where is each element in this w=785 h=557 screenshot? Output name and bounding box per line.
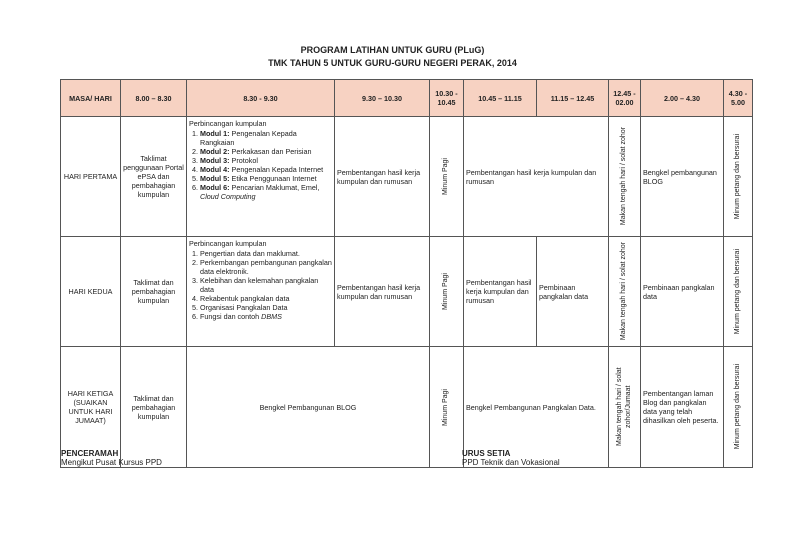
- module-item: 6. Modul 6: Pencarian Maklumat, Emel, Cloud Computing: [200, 183, 332, 201]
- day-2-database-build-2: Pembinaan pangkalan data: [641, 237, 724, 347]
- day-2-topics-heading: Perbincangan kumpulan: [189, 239, 267, 248]
- topic-item: 6. Fungsi dan contoh DBMS: [200, 312, 332, 321]
- module-item: 2. Modul 2: Perkakasan dan Perisian: [200, 147, 332, 156]
- day-1-morning-break: Minum Pagi: [430, 117, 464, 237]
- module-item: 3. Modul 3: Protokol: [200, 156, 332, 165]
- day-2-topics: [187, 237, 335, 347]
- page-subtitle: TMK TAHUN 5 UNTUK GURU-GURU NEGERI PERAK, 2014: [268, 58, 517, 68]
- day-1-lunch: Makan tengah hari / solat zohor: [609, 117, 641, 237]
- day-1-modules: [187, 117, 335, 237]
- header-time-7: 12.45 - 02.00: [609, 80, 641, 117]
- day-2-database-build: Pembinaan pangkalan data: [537, 237, 609, 347]
- topic-item: 1. Pengertian data dan maklumat.: [200, 249, 332, 258]
- topic-item: 5. Organisasi Pangkalan Data: [200, 303, 332, 312]
- day-2-briefing: Taklimat dan pembahagian kumpulan: [121, 237, 187, 347]
- day-2-presentation: Pembentangan hasil kerja kumpulan dan rumusan: [335, 237, 430, 347]
- day-1-presentation: Pembentangan hasil kerja kumpulan dan rumusan: [335, 117, 430, 237]
- row-day-2: [61, 237, 753, 347]
- header-time-2: 8.30 - 9.30: [187, 80, 335, 117]
- day-3-morning-break: Minum Pagi: [430, 347, 464, 468]
- row-day-1: [61, 117, 753, 237]
- header-time-6: 11.15 – 12.45: [537, 80, 609, 117]
- header-time-9: 4.30 - 5.00: [724, 80, 753, 117]
- module-item: 4. Modul 4: Pengenalan Kepada Internet: [200, 165, 332, 174]
- header-time-8: 2.00 – 4.30: [641, 80, 724, 117]
- day-1-workshop: Bengkel pembangunan BLOG: [641, 117, 724, 237]
- module-item: 5. Modul 5: Etika Penggunaan Internet: [200, 174, 332, 183]
- header-masa: MASA/ HARI: [61, 80, 121, 117]
- page-title: PROGRAM LATIHAN UNTUK GURU (PLuG): [300, 45, 485, 55]
- day-2-tea: Minum petang dan bersurai: [724, 237, 753, 347]
- day-1-presentation-2: Pembentangan hasil kerja kumpulan dan rumusan: [464, 117, 609, 237]
- header-time-1: 8.00 – 8.30: [121, 80, 187, 117]
- secretariat-heading: URUS SETIA: [462, 449, 511, 458]
- speaker-section: [61, 449, 162, 467]
- schedule-table: [60, 79, 753, 468]
- day-3-lunch: Makan tengah hari / solat zohor/Jumaat: [609, 347, 641, 468]
- speaker-text: Mengikut Pusat Kursus PPD: [61, 458, 162, 467]
- topic-item: 3. Kelebihan dan kelemahan pangkalan data: [200, 276, 332, 294]
- day-2-label: HARI KEDUA: [61, 237, 121, 347]
- day-1-briefing: Taklimat penggunaan Portal ePSA dan pembahagian kumpulan: [121, 117, 187, 237]
- header-time-5: 10.45 – 11.15: [464, 80, 537, 117]
- day-1-tea: Minum petang dan bersurai: [724, 117, 753, 237]
- day-3-briefing: Taklimat dan pembahagian kumpulan: [121, 347, 187, 468]
- header-time-4: 10.30 - 10.45: [430, 80, 464, 117]
- day-3-label: HARI KETIGA (SUAIKAN UNTUK HARI JUMAAT): [61, 347, 121, 468]
- header-time-3: 9.30 – 10.30: [335, 80, 430, 117]
- day-2-presentation-2: Pembentangan hasil kerja kumpulan dan rumusan: [464, 237, 537, 347]
- day-3-tea: Minum petang dan bersurai: [724, 347, 753, 468]
- header-row: [61, 80, 753, 117]
- day-2-lunch: Makan tengah hari / solat zohor: [609, 237, 641, 347]
- topic-item: 2. Perkembangan pembangunan pangkalan data elektronik.: [200, 258, 332, 276]
- speaker-heading: PENCERAMAH: [61, 449, 119, 458]
- day-2-morning-break: Minum Pagi: [430, 237, 464, 347]
- day-3-database-workshop: Bengkel Pembangunan Pangkalan Data.: [464, 347, 609, 468]
- day-1-modules-heading: Perbincangan kumpulan: [189, 119, 267, 128]
- day-1-label: HARI PERTAMA: [61, 117, 121, 237]
- module-item: 1. Modul 1: Pengenalan Kepada Rangkaian: [200, 129, 332, 147]
- secretariat-section: [462, 449, 560, 467]
- row-day-3: [61, 347, 753, 468]
- day-3-blog-workshop: Bengkel Pembangunan BLOG: [187, 347, 430, 468]
- topic-item: 4. Rekabentuk pangkalan data: [200, 294, 332, 303]
- day-3-presentation: Pembentangan laman Blog dan pangkalan data yang telah dihasilkan oleh peserta.: [641, 347, 724, 468]
- secretariat-text: PPD Teknik dan Vokasional: [462, 458, 560, 467]
